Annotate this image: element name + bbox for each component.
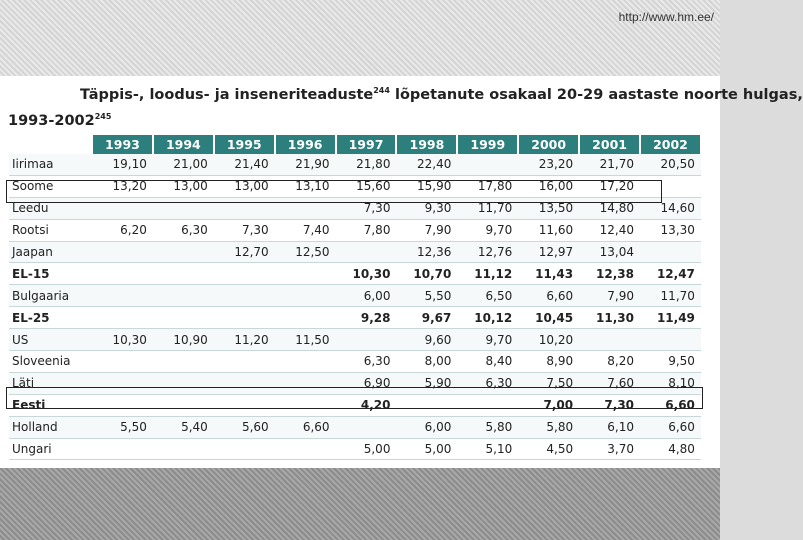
- value-cell: 6,10: [579, 416, 640, 438]
- value-cell: 9,67: [396, 307, 457, 329]
- country-name: EL-15: [9, 263, 92, 285]
- value-cell: 17,20: [579, 175, 640, 197]
- value-cell: [153, 241, 214, 263]
- value-cell: [396, 394, 457, 416]
- value-cell: 13,00: [153, 175, 214, 197]
- value-cell: 11,70: [457, 197, 518, 219]
- table-row: [9, 307, 701, 329]
- value-cell: 6,00: [396, 416, 457, 438]
- value-cell: 4,50: [518, 438, 579, 460]
- value-cell: 12,76: [457, 241, 518, 263]
- value-cell: 7,60: [579, 372, 640, 394]
- table-row: [9, 394, 701, 416]
- value-cell: [153, 197, 214, 219]
- value-cell: [275, 394, 336, 416]
- value-cell: 12,40: [579, 219, 640, 241]
- value-cell: 11,49: [640, 307, 701, 329]
- value-cell: 5,00: [336, 438, 397, 460]
- value-cell: 10,45: [518, 307, 579, 329]
- table-row: [9, 154, 701, 175]
- value-cell: [214, 197, 275, 219]
- value-cell: [92, 372, 153, 394]
- value-cell: [153, 372, 214, 394]
- value-cell: 6,30: [336, 351, 397, 373]
- slide-content: [0, 76, 803, 468]
- table-row: [9, 241, 701, 263]
- value-cell: 6,60: [640, 416, 701, 438]
- value-cell: 9,70: [457, 219, 518, 241]
- value-cell: 6,30: [153, 219, 214, 241]
- value-cell: [336, 329, 397, 351]
- value-cell: [579, 329, 640, 351]
- title-years: 1993-2002: [8, 113, 95, 129]
- value-cell: 4,20: [336, 394, 397, 416]
- value-cell: [640, 175, 701, 197]
- value-cell: 10,70: [396, 263, 457, 285]
- country-name: US: [9, 329, 92, 351]
- country-name: Läti: [9, 372, 92, 394]
- value-cell: [457, 394, 518, 416]
- country-name: Rootsi: [9, 219, 92, 241]
- value-cell: 12,47: [640, 263, 701, 285]
- title-line1-rest: lõpetanute osakaal 20-29 aastaste noorte hulgas,: [389, 87, 803, 103]
- table-row: [9, 219, 701, 241]
- title-footnote-244: 244: [373, 86, 390, 95]
- country-name: Leedu: [9, 197, 92, 219]
- value-cell: 13,10: [275, 175, 336, 197]
- value-cell: 13,00: [214, 175, 275, 197]
- year-header-1994: 1994: [153, 135, 214, 154]
- value-cell: 14,60: [640, 197, 701, 219]
- value-cell: 10,20: [518, 329, 579, 351]
- value-cell: [153, 263, 214, 285]
- value-cell: 7,40: [275, 219, 336, 241]
- value-cell: [275, 372, 336, 394]
- year-header-1999: 1999: [457, 135, 518, 154]
- value-cell: 5,10: [457, 438, 518, 460]
- value-cell: 8,40: [457, 351, 518, 373]
- value-cell: [214, 285, 275, 307]
- value-cell: [336, 416, 397, 438]
- title-footnote-245: 245: [94, 112, 112, 121]
- value-cell: [214, 372, 275, 394]
- value-cell: 7,30: [214, 219, 275, 241]
- table-row: [9, 416, 701, 438]
- country-name: Holland: [9, 416, 92, 438]
- value-cell: 13,50: [518, 197, 579, 219]
- value-cell: 11,50: [275, 329, 336, 351]
- country-name: EL-25: [9, 307, 92, 329]
- table-header-row: [9, 135, 701, 154]
- value-cell: 11,43: [518, 263, 579, 285]
- value-cell: 4,80: [640, 438, 701, 460]
- value-cell: 5,90: [396, 372, 457, 394]
- value-cell: 15,90: [396, 175, 457, 197]
- value-cell: 5,80: [457, 416, 518, 438]
- value-cell: [214, 351, 275, 373]
- value-cell: 6,30: [457, 372, 518, 394]
- value-cell: 11,70: [640, 285, 701, 307]
- value-cell: [336, 241, 397, 263]
- value-cell: 15,60: [336, 175, 397, 197]
- value-cell: 21,70: [579, 154, 640, 175]
- value-cell: [92, 263, 153, 285]
- value-cell: 12,50: [275, 241, 336, 263]
- value-cell: [275, 197, 336, 219]
- value-cell: 6,90: [336, 372, 397, 394]
- value-cell: [214, 438, 275, 460]
- value-cell: 23,20: [518, 154, 579, 175]
- value-cell: [153, 351, 214, 373]
- year-header-1995: 1995: [214, 135, 275, 154]
- title-line1-text: Täppis-, loodus- ja inseneriteaduste: [80, 87, 374, 103]
- table-row: [9, 285, 701, 307]
- value-cell: 8,20: [579, 351, 640, 373]
- value-cell: 6,60: [275, 416, 336, 438]
- value-cell: 8,00: [396, 351, 457, 373]
- value-cell: [275, 307, 336, 329]
- header-pattern-band: [0, 0, 720, 76]
- value-cell: 22,40: [396, 154, 457, 175]
- table-row: [9, 351, 701, 373]
- footer-pattern-band: [0, 468, 720, 540]
- value-cell: [640, 329, 701, 351]
- year-header-2000: 2000: [518, 135, 579, 154]
- value-cell: 10,30: [336, 263, 397, 285]
- value-cell: 6,60: [640, 394, 701, 416]
- table-row: [9, 372, 701, 394]
- value-cell: [92, 438, 153, 460]
- table-row: [9, 438, 701, 460]
- table-row: [9, 175, 701, 197]
- graduates-share-table: [9, 135, 702, 460]
- value-cell: 5,60: [214, 416, 275, 438]
- year-header-1998: 1998: [396, 135, 457, 154]
- value-cell: 7,00: [518, 394, 579, 416]
- value-cell: 9,50: [640, 351, 701, 373]
- value-cell: 21,00: [153, 154, 214, 175]
- value-cell: 6,20: [92, 219, 153, 241]
- title-line-2: [8, 106, 708, 132]
- table-row: [9, 329, 701, 351]
- value-cell: 8,90: [518, 351, 579, 373]
- value-cell: [92, 285, 153, 307]
- value-cell: [92, 307, 153, 329]
- value-cell: 17,80: [457, 175, 518, 197]
- value-cell: 11,20: [214, 329, 275, 351]
- value-cell: [153, 307, 214, 329]
- header-blank-cell: [9, 135, 92, 154]
- country-name: Eesti: [9, 394, 92, 416]
- country-name: Soome: [9, 175, 92, 197]
- value-cell: 6,50: [457, 285, 518, 307]
- value-cell: 11,60: [518, 219, 579, 241]
- value-cell: [92, 241, 153, 263]
- country-name: Sloveenia: [9, 351, 92, 373]
- value-cell: 12,97: [518, 241, 579, 263]
- year-header-1993: 1993: [92, 135, 153, 154]
- value-cell: [153, 394, 214, 416]
- country-name: Jaapan: [9, 241, 92, 263]
- value-cell: 21,40: [214, 154, 275, 175]
- value-cell: 3,70: [579, 438, 640, 460]
- year-header-2002: 2002: [640, 135, 701, 154]
- value-cell: 9,28: [336, 307, 397, 329]
- title-line-1: [8, 80, 803, 106]
- value-cell: 13,04: [579, 241, 640, 263]
- value-cell: 11,30: [579, 307, 640, 329]
- value-cell: 7,80: [336, 219, 397, 241]
- value-cell: [214, 263, 275, 285]
- value-cell: 20,50: [640, 154, 701, 175]
- value-cell: 12,70: [214, 241, 275, 263]
- table-row: [9, 197, 701, 219]
- value-cell: [275, 263, 336, 285]
- value-cell: 9,70: [457, 329, 518, 351]
- value-cell: [214, 307, 275, 329]
- page-title: [8, 80, 803, 132]
- value-cell: 5,50: [92, 416, 153, 438]
- value-cell: 5,50: [396, 285, 457, 307]
- value-cell: [275, 351, 336, 373]
- value-cell: 13,30: [640, 219, 701, 241]
- value-cell: 7,50: [518, 372, 579, 394]
- year-header-2001: 2001: [579, 135, 640, 154]
- value-cell: 10,12: [457, 307, 518, 329]
- value-cell: [275, 285, 336, 307]
- value-cell: 19,10: [92, 154, 153, 175]
- value-cell: [153, 438, 214, 460]
- value-cell: [153, 285, 214, 307]
- value-cell: 5,00: [396, 438, 457, 460]
- year-header-1997: 1997: [336, 135, 397, 154]
- value-cell: 6,00: [336, 285, 397, 307]
- value-cell: [457, 154, 518, 175]
- value-cell: 12,38: [579, 263, 640, 285]
- value-cell: 16,00: [518, 175, 579, 197]
- value-cell: [92, 351, 153, 373]
- value-cell: 14,80: [579, 197, 640, 219]
- value-cell: 7,90: [396, 219, 457, 241]
- value-cell: [640, 241, 701, 263]
- value-cell: 9,60: [396, 329, 457, 351]
- value-cell: [275, 438, 336, 460]
- value-cell: 10,90: [153, 329, 214, 351]
- country-name: Iirimaa: [9, 154, 92, 175]
- country-name: Bulgaaria: [9, 285, 92, 307]
- value-cell: 5,40: [153, 416, 214, 438]
- value-cell: [92, 197, 153, 219]
- value-cell: 8,10: [640, 372, 701, 394]
- value-cell: 5,80: [518, 416, 579, 438]
- year-header-1996: 1996: [275, 135, 336, 154]
- value-cell: 7,30: [336, 197, 397, 219]
- table-row: [9, 263, 701, 285]
- value-cell: 9,30: [396, 197, 457, 219]
- value-cell: 7,30: [579, 394, 640, 416]
- source-url: http://www.hm.ee/: [618, 10, 714, 24]
- value-cell: 12,36: [396, 241, 457, 263]
- value-cell: [214, 394, 275, 416]
- country-name: Ungari: [9, 438, 92, 460]
- value-cell: 21,90: [275, 154, 336, 175]
- value-cell: 13,20: [92, 175, 153, 197]
- value-cell: 21,80: [336, 154, 397, 175]
- value-cell: 7,90: [579, 285, 640, 307]
- value-cell: 10,30: [92, 329, 153, 351]
- value-cell: [92, 394, 153, 416]
- value-cell: 11,12: [457, 263, 518, 285]
- value-cell: 6,60: [518, 285, 579, 307]
